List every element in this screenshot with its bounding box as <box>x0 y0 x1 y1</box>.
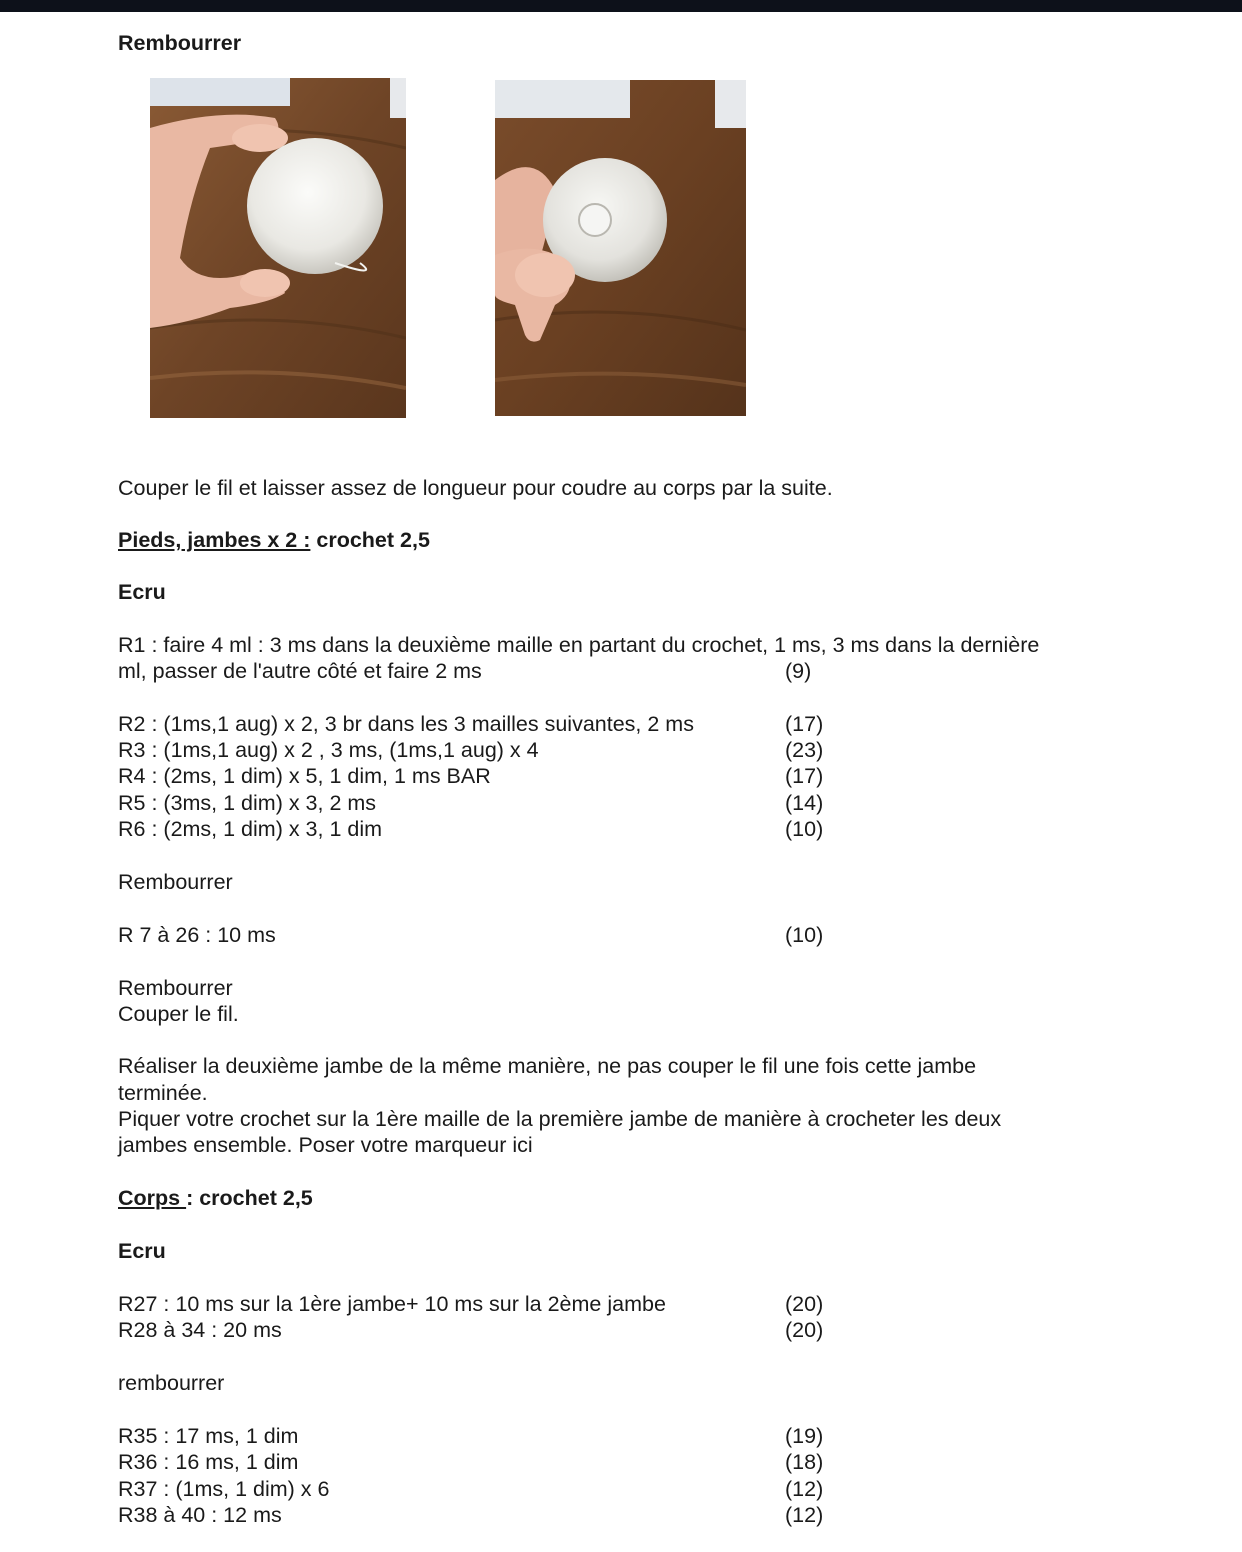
legs-r1-line1: R1 : faire 4 ml : 3 ms dans la deuxième maille en partant du crochet, 1 ms, 3 ms dans la dernière <box>118 633 1040 657</box>
legs-section-title <box>118 527 430 553</box>
legs-title-underlined: Pieds, jambes x 2 : <box>118 528 311 552</box>
legs-row-r7-count: (10) <box>785 923 824 947</box>
legs-row: R2 : (1ms,1 aug) x 2, 3 br dans les 3 mailles suivantes, 2 ms <box>118 712 694 736</box>
body-row: R36 : 16 ms, 1 dim <box>118 1450 299 1474</box>
join-legs-line2: jambes ensemble. Poser votre marqueur ici <box>118 1133 533 1157</box>
legs-row-count: (17) <box>785 764 824 788</box>
legs-row-r7: R 7 à 26 : 10 ms <box>118 923 276 947</box>
body-title-hook: : crochet 2,5 <box>186 1186 313 1210</box>
body-stuff: rembourrer <box>118 1371 225 1395</box>
legs-title-hook: crochet 2,5 <box>310 528 430 552</box>
body-row-count: (18) <box>785 1450 824 1474</box>
second-leg-line2: terminée. <box>118 1081 208 1105</box>
legs-row-count: (10) <box>785 817 824 841</box>
legs-row-count: (17) <box>785 712 824 736</box>
stuff-heading: Rembourrer <box>118 31 242 55</box>
body-row: R28 à 34 : 20 ms <box>118 1318 282 1342</box>
second-leg-line1: Réaliser la deuxième jambe de la même manière, ne pas couper le fil une fois cette jambe <box>118 1054 977 1078</box>
top-bar <box>0 0 1242 12</box>
legs-r1-count: (9) <box>785 659 812 683</box>
body-row: R35 : 17 ms, 1 dim <box>118 1424 299 1448</box>
body-row-count: (12) <box>785 1477 824 1501</box>
body-row-count: (20) <box>785 1292 824 1316</box>
legs-row-count: (14) <box>785 791 824 815</box>
legs-color-label: Ecru <box>118 580 166 604</box>
body-row-count: (12) <box>785 1503 824 1527</box>
crochet-ball-photo-opening <box>495 80 746 416</box>
body-row: R38 à 40 : 12 ms <box>118 1503 282 1527</box>
legs-r1-line2: ml, passer de l'autre côté et faire 2 ms <box>118 659 482 683</box>
body-color-label: Ecru <box>118 1239 166 1263</box>
body-row: R37 : (1ms, 1 dim) x 6 <box>118 1477 330 1501</box>
body-row-count: (19) <box>785 1424 824 1448</box>
body-row: R27 : 10 ms sur la 1ère jambe+ 10 ms sur la 2ème jambe <box>118 1292 666 1316</box>
legs-row: R5 : (3ms, 1 dim) x 3, 2 ms <box>118 791 377 815</box>
legs-row: R3 : (1ms,1 aug) x 2 , 3 ms, (1ms,1 aug) x 4 <box>118 738 539 762</box>
legs-row: R4 : (2ms, 1 dim) x 5, 1 dim, 1 ms BAR <box>118 764 491 788</box>
body-row-count: (20) <box>785 1318 824 1342</box>
legs-stuff-1: Rembourrer <box>118 870 233 894</box>
legs-row-count: (23) <box>785 738 824 762</box>
body-title-underlined: Corps <box>118 1186 187 1210</box>
join-legs-line1: Piquer votre crochet sur la 1ère maille de la première jambe de manière à crocheter les deux <box>118 1107 1002 1131</box>
legs-stuff-2: Rembourrer <box>118 976 233 1000</box>
body-section-title <box>118 1185 313 1211</box>
crochet-ball-photo-front <box>150 78 406 418</box>
legs-cut: Couper le fil. <box>118 1002 239 1026</box>
legs-row: R6 : (2ms, 1 dim) x 3, 1 dim <box>118 817 383 841</box>
cut-instruction: Couper le fil et laisser assez de longueur pour coudre au corps par la suite. <box>118 476 833 500</box>
